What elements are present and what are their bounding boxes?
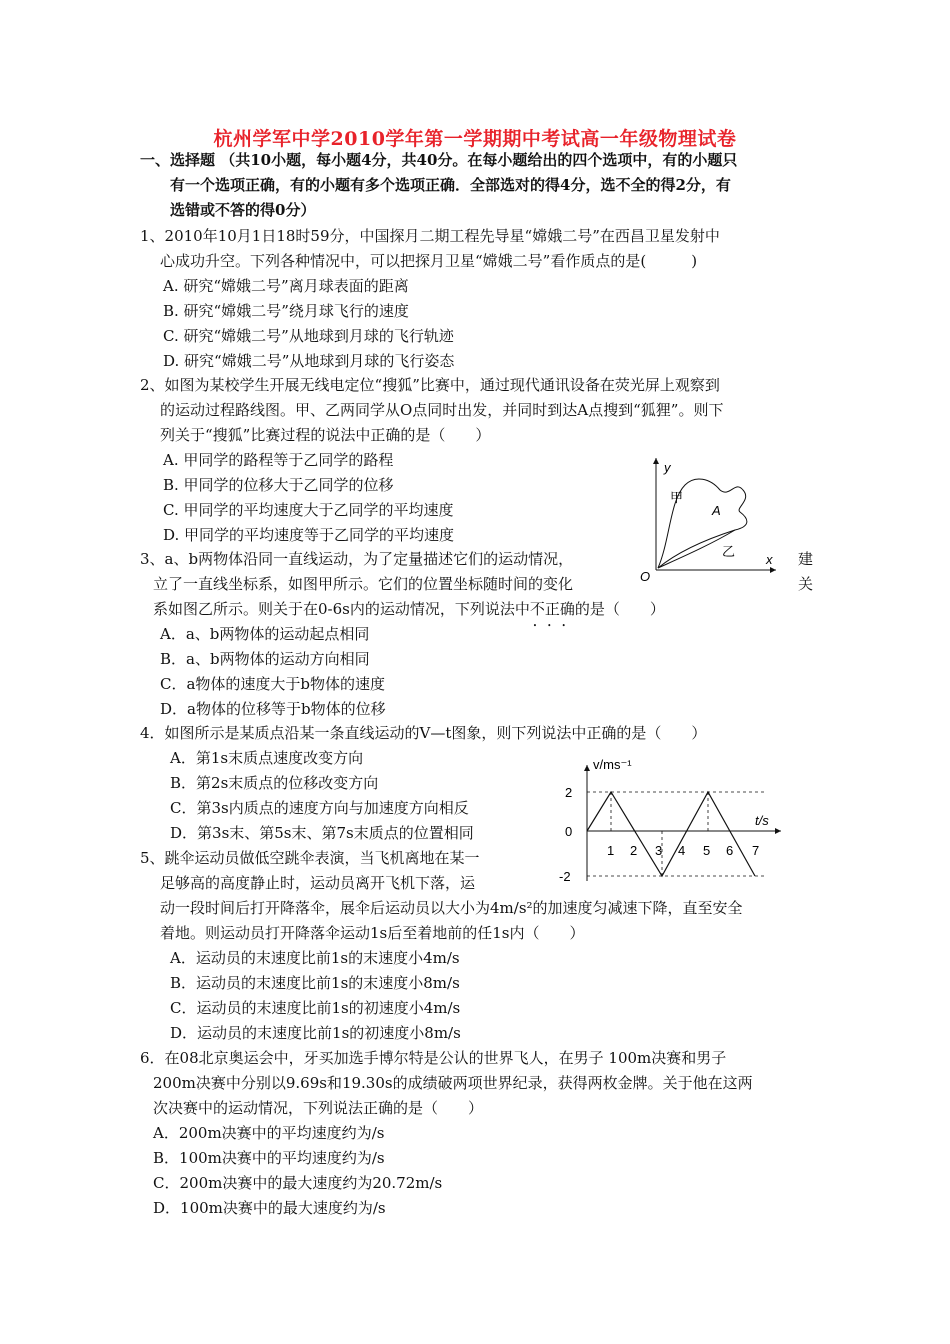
question-5-cont: 足够高的高度静止时，运动员离开飞机下落，运: [160, 874, 476, 892]
label-yi: 乙: [722, 544, 736, 559]
q1-option-c: C. 研究“嫦娥二号”从地球到月球的飞行轨迹: [163, 327, 454, 345]
q4-option-b: B．第2s末质点的位移改变方向: [170, 774, 379, 792]
question-1: 1、2010年10月1日18时59分，中国探月二期工程先导星“嫦娥二号”在西昌卫星发射中: [140, 227, 720, 245]
label-x: x: [766, 552, 773, 567]
label-o: O: [640, 569, 651, 584]
q3-stem-pre: 系如图乙所示。则关于在0-6s内的运动情况，下列说法中: [153, 600, 530, 618]
velocity-series: [587, 792, 755, 876]
q3-option-a: A．a、b两物体的运动起点相同: [160, 625, 370, 643]
q6-option-b: B．100m决赛中的平均速度约为/s: [153, 1149, 385, 1167]
label-y: y: [664, 460, 671, 475]
xtick-1: 1: [607, 843, 615, 858]
question-3-cont: 立了一直线坐标系，如图甲所示。它们的位置坐标随时间的变化: [153, 575, 574, 593]
q3-option-d: D．a物体的位移等于b物体的位移: [160, 700, 386, 718]
question-3: 3、a、b两物体沿同一直线运动，为了定量描述它们的运动情况，: [140, 550, 574, 568]
xtick-6: 6: [726, 843, 734, 858]
question-6: 6．在08北京奥运会中，牙买加选手博尔特是公认的世界飞人，在男子 100m决赛和男子: [140, 1049, 727, 1067]
v-axis-label: v/ms⁻¹: [593, 757, 632, 772]
t-axis-label: t/s: [755, 813, 769, 828]
question-2: 2、如图为某校学生开展无线电定位“搜狐”比赛中，通过现代通讯设备在荧光屏上观察到: [140, 376, 720, 394]
q2-option-a: A. 甲同学的路程等于乙同学的路程: [163, 451, 394, 469]
question-5-cont: 着地。则运动员打开降落伞运动1s后至着地前的任1s内（ ）: [160, 924, 585, 942]
q2-option-c: C. 甲同学的平均速度大于乙同学的平均速度: [163, 501, 454, 519]
ytick-2: 2: [565, 785, 573, 800]
label-a: A: [712, 503, 721, 518]
section-heading: 一、选择题 （共10小题，每小题4分，共40分。在每小题给出的四个选项中，有的小题只: [140, 151, 738, 169]
q5-option-d: D．运动员的末速度比前1s的初速度小8m/s: [170, 1024, 461, 1042]
q5-option-c: C．运动员的末速度比前1s的初速度小4m/s: [170, 999, 461, 1017]
question-2-cont: 列关于“搜狐”比赛过程的说法中正确的是（ ）: [160, 426, 491, 444]
ytick-minus-2: -2: [559, 869, 571, 884]
xtick-5: 5: [703, 843, 711, 858]
q2-route-diagram: [640, 450, 780, 585]
q6-option-a: A．200m决赛中的平均速度约为/s: [153, 1124, 385, 1142]
section-heading-cont: 有一个选项正确，有的小题有多个选项正确．全部选对的得4分，选不全的得2分，有: [170, 176, 731, 194]
q5-option-a: A．运动员的末速度比前1s的末速度小4m/s: [170, 949, 460, 967]
question-5: 5、跳伞运动员做低空跳伞表演，当飞机离地在某一: [140, 849, 480, 867]
q6-option-c: C．200m决赛中的最大速度约为20.72m/s: [153, 1174, 443, 1192]
q6-option-d: D．100m决赛中的最大速度约为/s: [153, 1199, 386, 1217]
xtick-4: 4: [678, 843, 686, 858]
q2-option-b: B. 甲同学的位移大于乙同学的位移: [163, 476, 394, 494]
q4-option-a: A．第1s末质点速度改变方向: [170, 749, 364, 767]
xtick-3: 3: [655, 843, 663, 858]
q4-option-c: C．第3s内质点的速度方向与加速度方向相反: [170, 799, 469, 817]
question-6-cont: 200m决赛中分别以9.69s和19.30s的成绩破两项世界纪录，获得两枚金牌。关于他在这两: [153, 1074, 753, 1092]
question-3-right: 建: [798, 550, 814, 568]
q3-emphasis: 不正确 • • •: [530, 600, 575, 618]
question-3-right: 关: [798, 575, 814, 593]
q4-vt-graph: [555, 755, 785, 890]
q3-stem-post: 的是（ ）: [574, 600, 665, 618]
q1-option-b: B. 研究“嫦娥二号”绕月球飞行的速度: [163, 302, 409, 320]
question-6-cont: 次决赛中的运动情况，下列说法正确的是（ ）: [153, 1099, 484, 1117]
question-3-cont: [153, 598, 665, 620]
question-5-cont: 动一段时间后打开降落伞，展伞后运动员以大小为4m/s²的加速度匀减速下降，直至安全: [160, 899, 743, 917]
label-jia: 甲: [670, 490, 684, 505]
ytick-0: 0: [565, 824, 573, 839]
exam-title: 杭州学军中学2010学年第一学期期中考试高一年级物理试卷: [213, 128, 737, 150]
q4-option-d: D．第3s末、第5s末、第7s末质点的位置相同: [170, 824, 474, 842]
question-2-cont: 的运动过程路线图。甲、乙两同学从O点同时出发，并同时到达A点搜到“狐狸”。则下: [160, 401, 724, 419]
question-1-cont: 心成功升空。下列各种情况中，可以把探月卫星“嫦娥二号”看作质点的是( ): [160, 252, 698, 270]
q1-option-a: A. 研究“嫦娥二号”离月球表面的距离: [163, 277, 409, 295]
q3-option-c: C．a物体的速度大于b物体的速度: [160, 675, 386, 693]
section-heading-cont: 选错或不答的得0分）: [170, 201, 316, 219]
q2-option-d: D. 甲同学的平均速度等于乙同学的平均速度: [163, 526, 455, 544]
q1-option-d: D. 研究“嫦娥二号”从地球到月球的飞行姿态: [163, 352, 455, 370]
xtick-7: 7: [752, 843, 760, 858]
question-4: 4．如图所示是某质点沿某一条直线运动的V—t图象，则下列说法中正确的是（ ）: [140, 724, 707, 742]
q5-option-b: B．运动员的末速度比前1s的末速度小8m/s: [170, 974, 460, 992]
q3-option-b: B．a、b两物体的运动方向相同: [160, 650, 370, 668]
xtick-2: 2: [630, 843, 638, 858]
